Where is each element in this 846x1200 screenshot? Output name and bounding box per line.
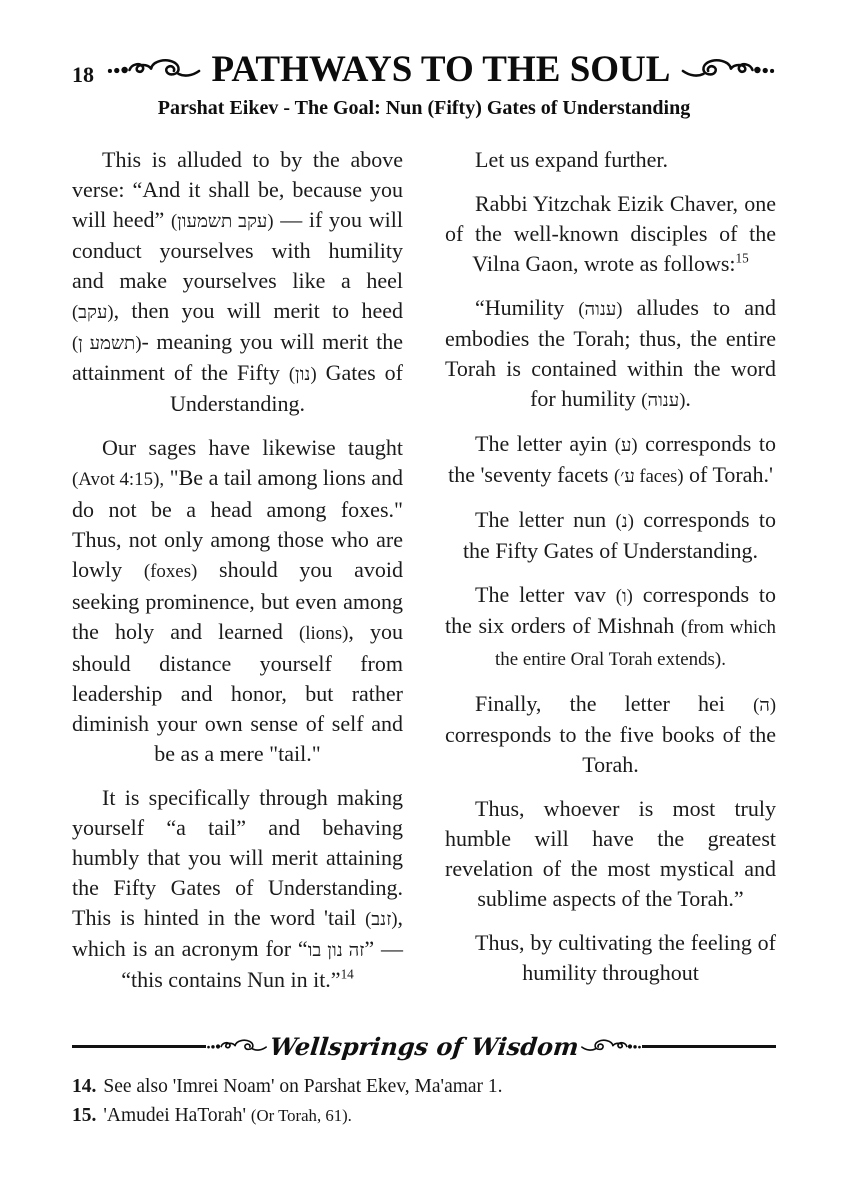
body-paragraph <box>445 429 776 491</box>
text-segment: "Be a tail among lions and do not be a head among foxes." Thus, not only among those who are lowly <box>72 465 403 582</box>
left-column <box>72 145 403 1009</box>
text-segment: - meaning you will merit the attainment of the Fifty <box>72 329 403 385</box>
page-footer <box>72 1032 776 1130</box>
text-segment: — if you will conduct yourselves with humility and make yourselves like a heel <box>72 207 403 293</box>
hebrew-term: (ענוה) <box>578 299 623 319</box>
body-paragraph <box>445 189 776 279</box>
text-segment: See also 'Imrei Noam' on Parshat Ekev, Ma'amar 1. <box>103 1076 503 1097</box>
text-segment: The letter ayin <box>475 431 615 456</box>
text-segment: Our sages have likewise taught <box>102 435 403 460</box>
footnote-number: 14. <box>72 1076 97 1097</box>
body-paragraph <box>72 433 403 769</box>
footnote-number: 15. <box>72 1105 97 1126</box>
body-paragraph <box>72 145 403 419</box>
page-number: 18 <box>72 62 94 87</box>
flourish-icon <box>580 1037 642 1056</box>
hebrew-term: (ע׳ faces) <box>613 466 684 486</box>
text-segment: corresponds to the six orders of Mishnah <box>445 582 776 638</box>
text-segment: should you avoid seeking prominence, but even among the holy and learned <box>72 557 403 644</box>
text-segment: (from which the entire Oral Torah extends). <box>495 617 776 670</box>
body-paragraph <box>72 783 403 995</box>
text-segment: Gates of Understanding. <box>169 360 403 416</box>
hebrew-term: (נון) <box>288 364 317 384</box>
text-segment: (foxes) <box>143 561 198 582</box>
text-segment: . <box>685 386 691 411</box>
hebrew-term: (ה) <box>753 695 776 715</box>
text-segment: The letter vav <box>475 582 616 607</box>
chapter-subtitle: Parshat Eikev - The Goal: Nun (Fifty) Gates of Understanding <box>157 97 691 119</box>
hebrew-term: זה נון בו <box>307 940 365 960</box>
flourish-icon <box>106 55 202 85</box>
body-paragraph <box>445 293 776 415</box>
text-segment: corresponds to the 'seventy facets <box>448 431 776 487</box>
body-paragraph <box>445 505 776 566</box>
body-paragraph <box>445 689 776 780</box>
page-header <box>72 50 776 120</box>
book-title: PATHWAYS TO THE SOUL <box>211 49 671 90</box>
footnote-ref: 15 <box>735 250 749 266</box>
text-segment: Thus, by cultivating the feeling of humility throughout <box>475 930 776 985</box>
text-segment: Finally, the letter hei <box>475 691 754 716</box>
hebrew-term: (ו) <box>615 586 633 606</box>
divider-rule <box>642 1045 776 1048</box>
hebrew-term: (ענוה) <box>641 390 686 410</box>
text-segment: , which is an acronym for “ <box>72 905 403 961</box>
text-segment: (lions) <box>299 623 349 644</box>
hebrew-term: (נ) <box>615 511 634 531</box>
footnote-ref: 14 <box>340 966 354 982</box>
text-segment: The letter nun <box>475 507 616 532</box>
text-segment: Thus, whoever is most truly humble will have the greatest revelation of the most mystical and sublime aspects of the Torah.” <box>445 796 776 911</box>
text-segment: , then you will merit to heed <box>113 298 403 323</box>
body-paragraph <box>445 580 776 675</box>
footnote <box>72 1102 776 1130</box>
footnotes <box>72 1073 776 1130</box>
hebrew-term: (עקב תשמעון) <box>170 211 274 231</box>
two-column-body <box>72 145 776 1009</box>
body-paragraph <box>445 794 776 914</box>
text-segment: ” — “this contains Nun in it.” <box>121 936 404 992</box>
hebrew-term: (עקב) <box>72 302 114 322</box>
flourish-icon <box>680 55 776 85</box>
title-row <box>106 50 776 90</box>
text-segment: of Torah.' <box>683 462 773 487</box>
text-segment: 'Amudei HaTorah' <box>103 1105 251 1126</box>
text-segment: (Avot 4:15), <box>72 469 165 490</box>
hebrew-term: (ע) <box>614 435 638 455</box>
footnote <box>72 1073 776 1101</box>
text-segment: (Or Torah, 61). <box>250 1106 352 1125</box>
right-column <box>445 145 776 1009</box>
text-segment: corresponds to the Fifty Gates of Understanding. <box>462 507 776 563</box>
flourish-icon <box>206 1037 268 1056</box>
text-segment: Let us expand further. <box>475 147 669 172</box>
text-segment: It is specifically through making yourself “a tail” and behaving humbly that you will merit attaining the Fifty Gates of Understanding. This is hinted in the word 'tail <box>72 785 403 930</box>
text-segment: “Humility <box>475 295 579 320</box>
text-segment: alludes to and embodies the Torah; thus, the entire Torah is contained within the word for humility <box>445 295 776 411</box>
body-paragraph <box>445 928 776 988</box>
body-paragraph <box>445 145 776 175</box>
footer-motto: Wellsprings of Wisdom <box>268 1032 580 1061</box>
hebrew-term: (תשמע ן) <box>72 333 142 353</box>
text-segment: Rabbi Yitzchak Eizik Chaver, one of the well-known disciples of the Vilna Gaon, wrote as follows: <box>445 191 776 276</box>
text-segment: corresponds to the five books of the Torah. <box>445 722 776 777</box>
text-segment: , you should distance yourself from leadership and honor, but rather diminish your own sense of self and be as a mere "tail." <box>72 619 403 766</box>
divider-rule <box>72 1045 206 1048</box>
hebrew-term: (זנב) <box>365 909 398 929</box>
text-segment: This is alluded to by the above verse: “And it shall be, because you will heed” <box>72 147 403 232</box>
footer-divider <box>72 1032 776 1061</box>
